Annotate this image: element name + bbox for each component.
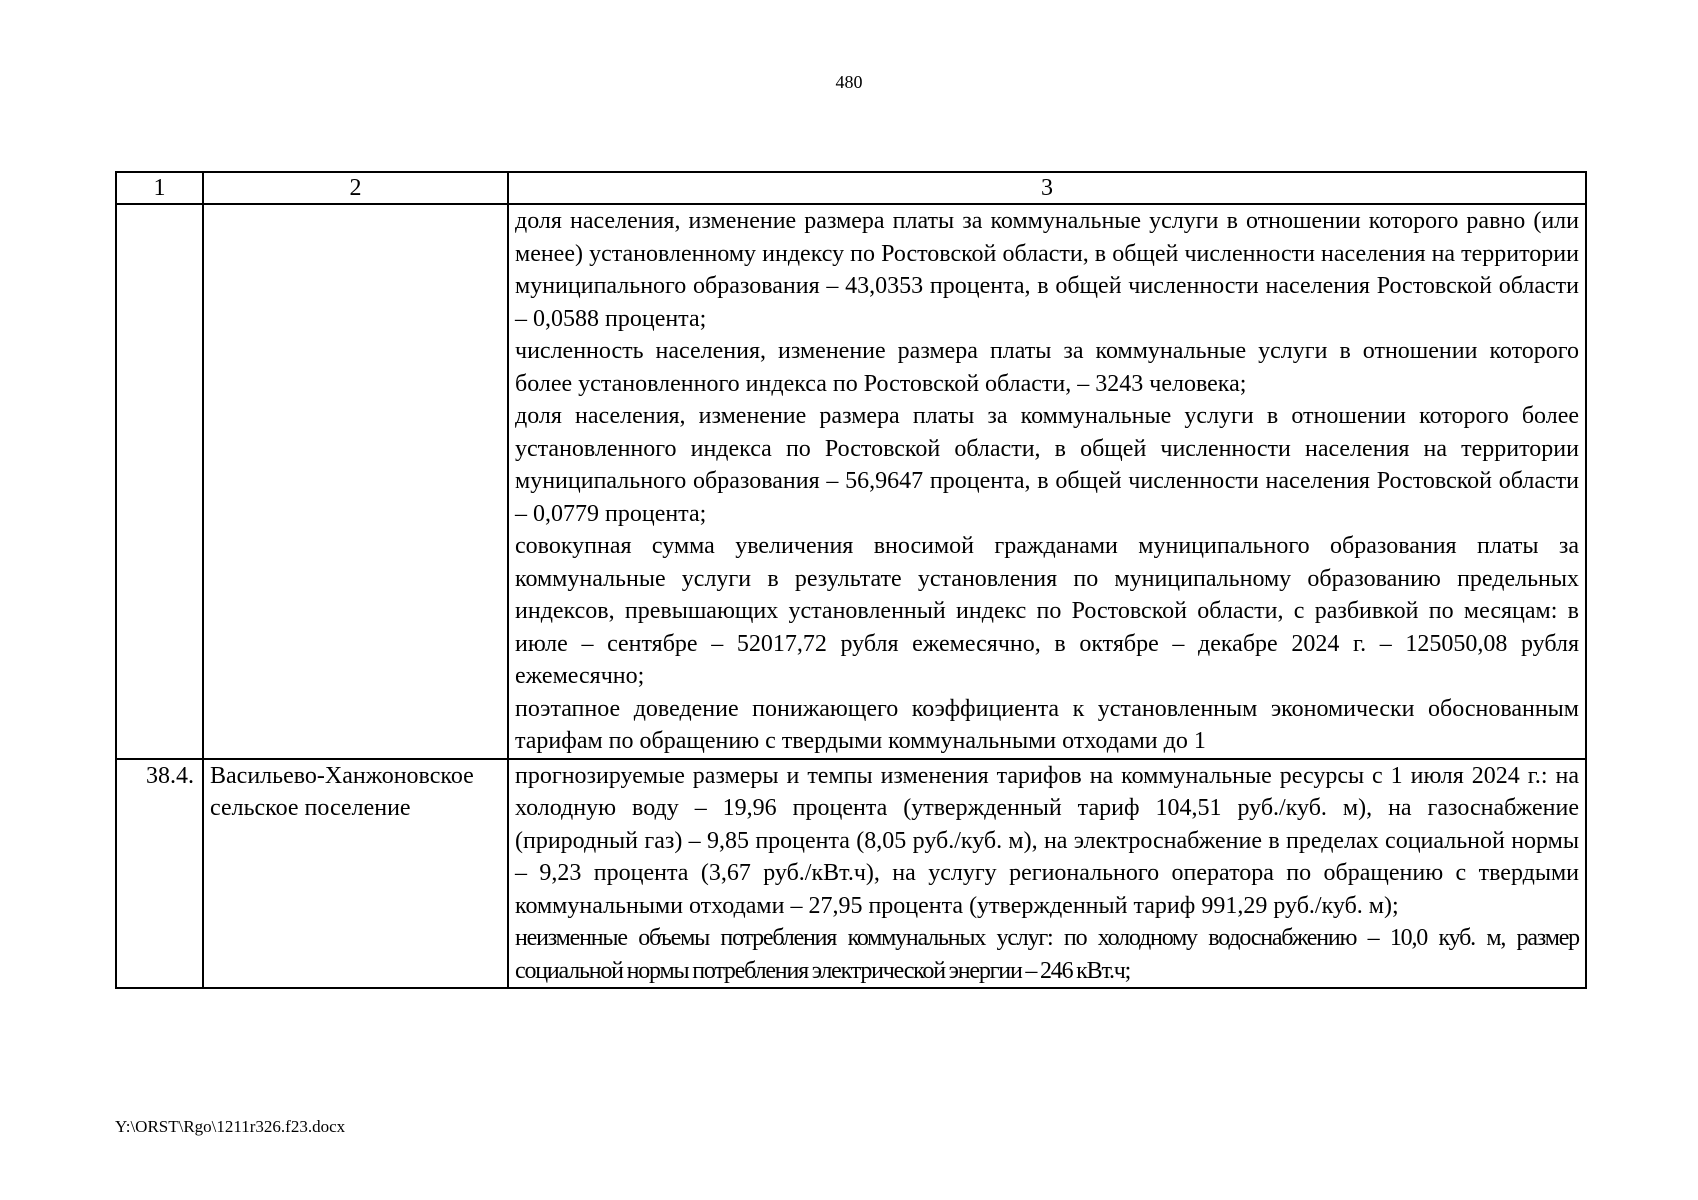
table-row-38-4 [116, 759, 1586, 989]
row-name-cell [203, 204, 508, 759]
paragraph-total-increase-sum: совокупная сумма увеличения вносимой гражданами муниципального образования платы за коммунальные услуги в результате установления по муниципальному образованию предельных индексов, превышающих установленный индекс по Ростовской области, с разбивкой по месяцам: в июле – сентябре – 52017,72 рубля ежемесячно, в октябре – декабре 2024 г. – 125050,08 рубля ежемесячно; [515, 533, 1579, 689]
row-number-cell: 38.4. [116, 759, 203, 989]
table-row-continuation [116, 204, 1586, 759]
paragraph-share-equal-index: доля населения, изменение размера платы за коммунальные услуги в отношении которого равно (или менее) установленному индексу по Ростовской области, в общей численности населения на территории муниципального образования – 43,0353 процента, в общей численности населения Ростовской области – 0,0588 процента; [515, 208, 1579, 332]
row-description-cell [508, 759, 1586, 989]
row-description-cell [508, 204, 1586, 759]
row-number-cell [116, 204, 203, 759]
column-header-2: 2 [203, 172, 508, 204]
paragraph-consumption-volumes: неизменные объемы потребления коммунальных услуг: по холодному водоснабжению – 10,0 куб. м, размер социальной нормы потребления электрической энергии – 246 кВт.ч; [515, 925, 1579, 984]
document-table [115, 171, 1587, 989]
footer-file-path: Y:\ORST\Rgo\1211r326.f23.docx [115, 1117, 346, 1136]
paragraph-tariff-forecast: прогнозируемые размеры и темпы изменения тарифов на коммунальные ресурсы с 1 июля 2024 г.: на холодную воду – 19,96 процента (утвержденный тариф 104,51 руб./куб. м), на газоснабжение (природный газ) – 9,85 процента (8,05 руб./куб. м), на электроснабжение в пределах социальной нормы – 9,23 процента (3,67 руб./кВт.ч), на услугу регионального оператора по обращению с твердыми коммунальными отходами – 27,95 процента (утвержденный тариф 991,29 руб./куб. м); [515, 762, 1579, 919]
table-header-row [116, 172, 1586, 204]
paragraph-coefficient-adjustment: поэтапное доведение понижающего коэффициента к установленным экономически обоснованным тарифам по обращению с твердыми коммунальными отходами до 1 [515, 695, 1579, 754]
column-header-1: 1 [116, 172, 203, 204]
paragraph-share-above-index: доля населения, изменение размера платы за коммунальные услуги в отношении которого более установленного индекса по Ростовской области, в общей численности населения на территории муниципального образования – 56,9647 процента, в общей численности населения Ростовской области – 0,0779 процента; [515, 403, 1579, 527]
row-name-cell: Васильево-Ханжоновское сельское поселение [203, 759, 508, 989]
page-number: 480 [835, 72, 863, 92]
paragraph-population-above-index: численность населения, изменение размера платы за коммунальные услуги в отношении которого более установленного индекса по Ростовской области, – 3243 человека; [515, 338, 1579, 397]
column-header-3: 3 [508, 172, 1586, 204]
